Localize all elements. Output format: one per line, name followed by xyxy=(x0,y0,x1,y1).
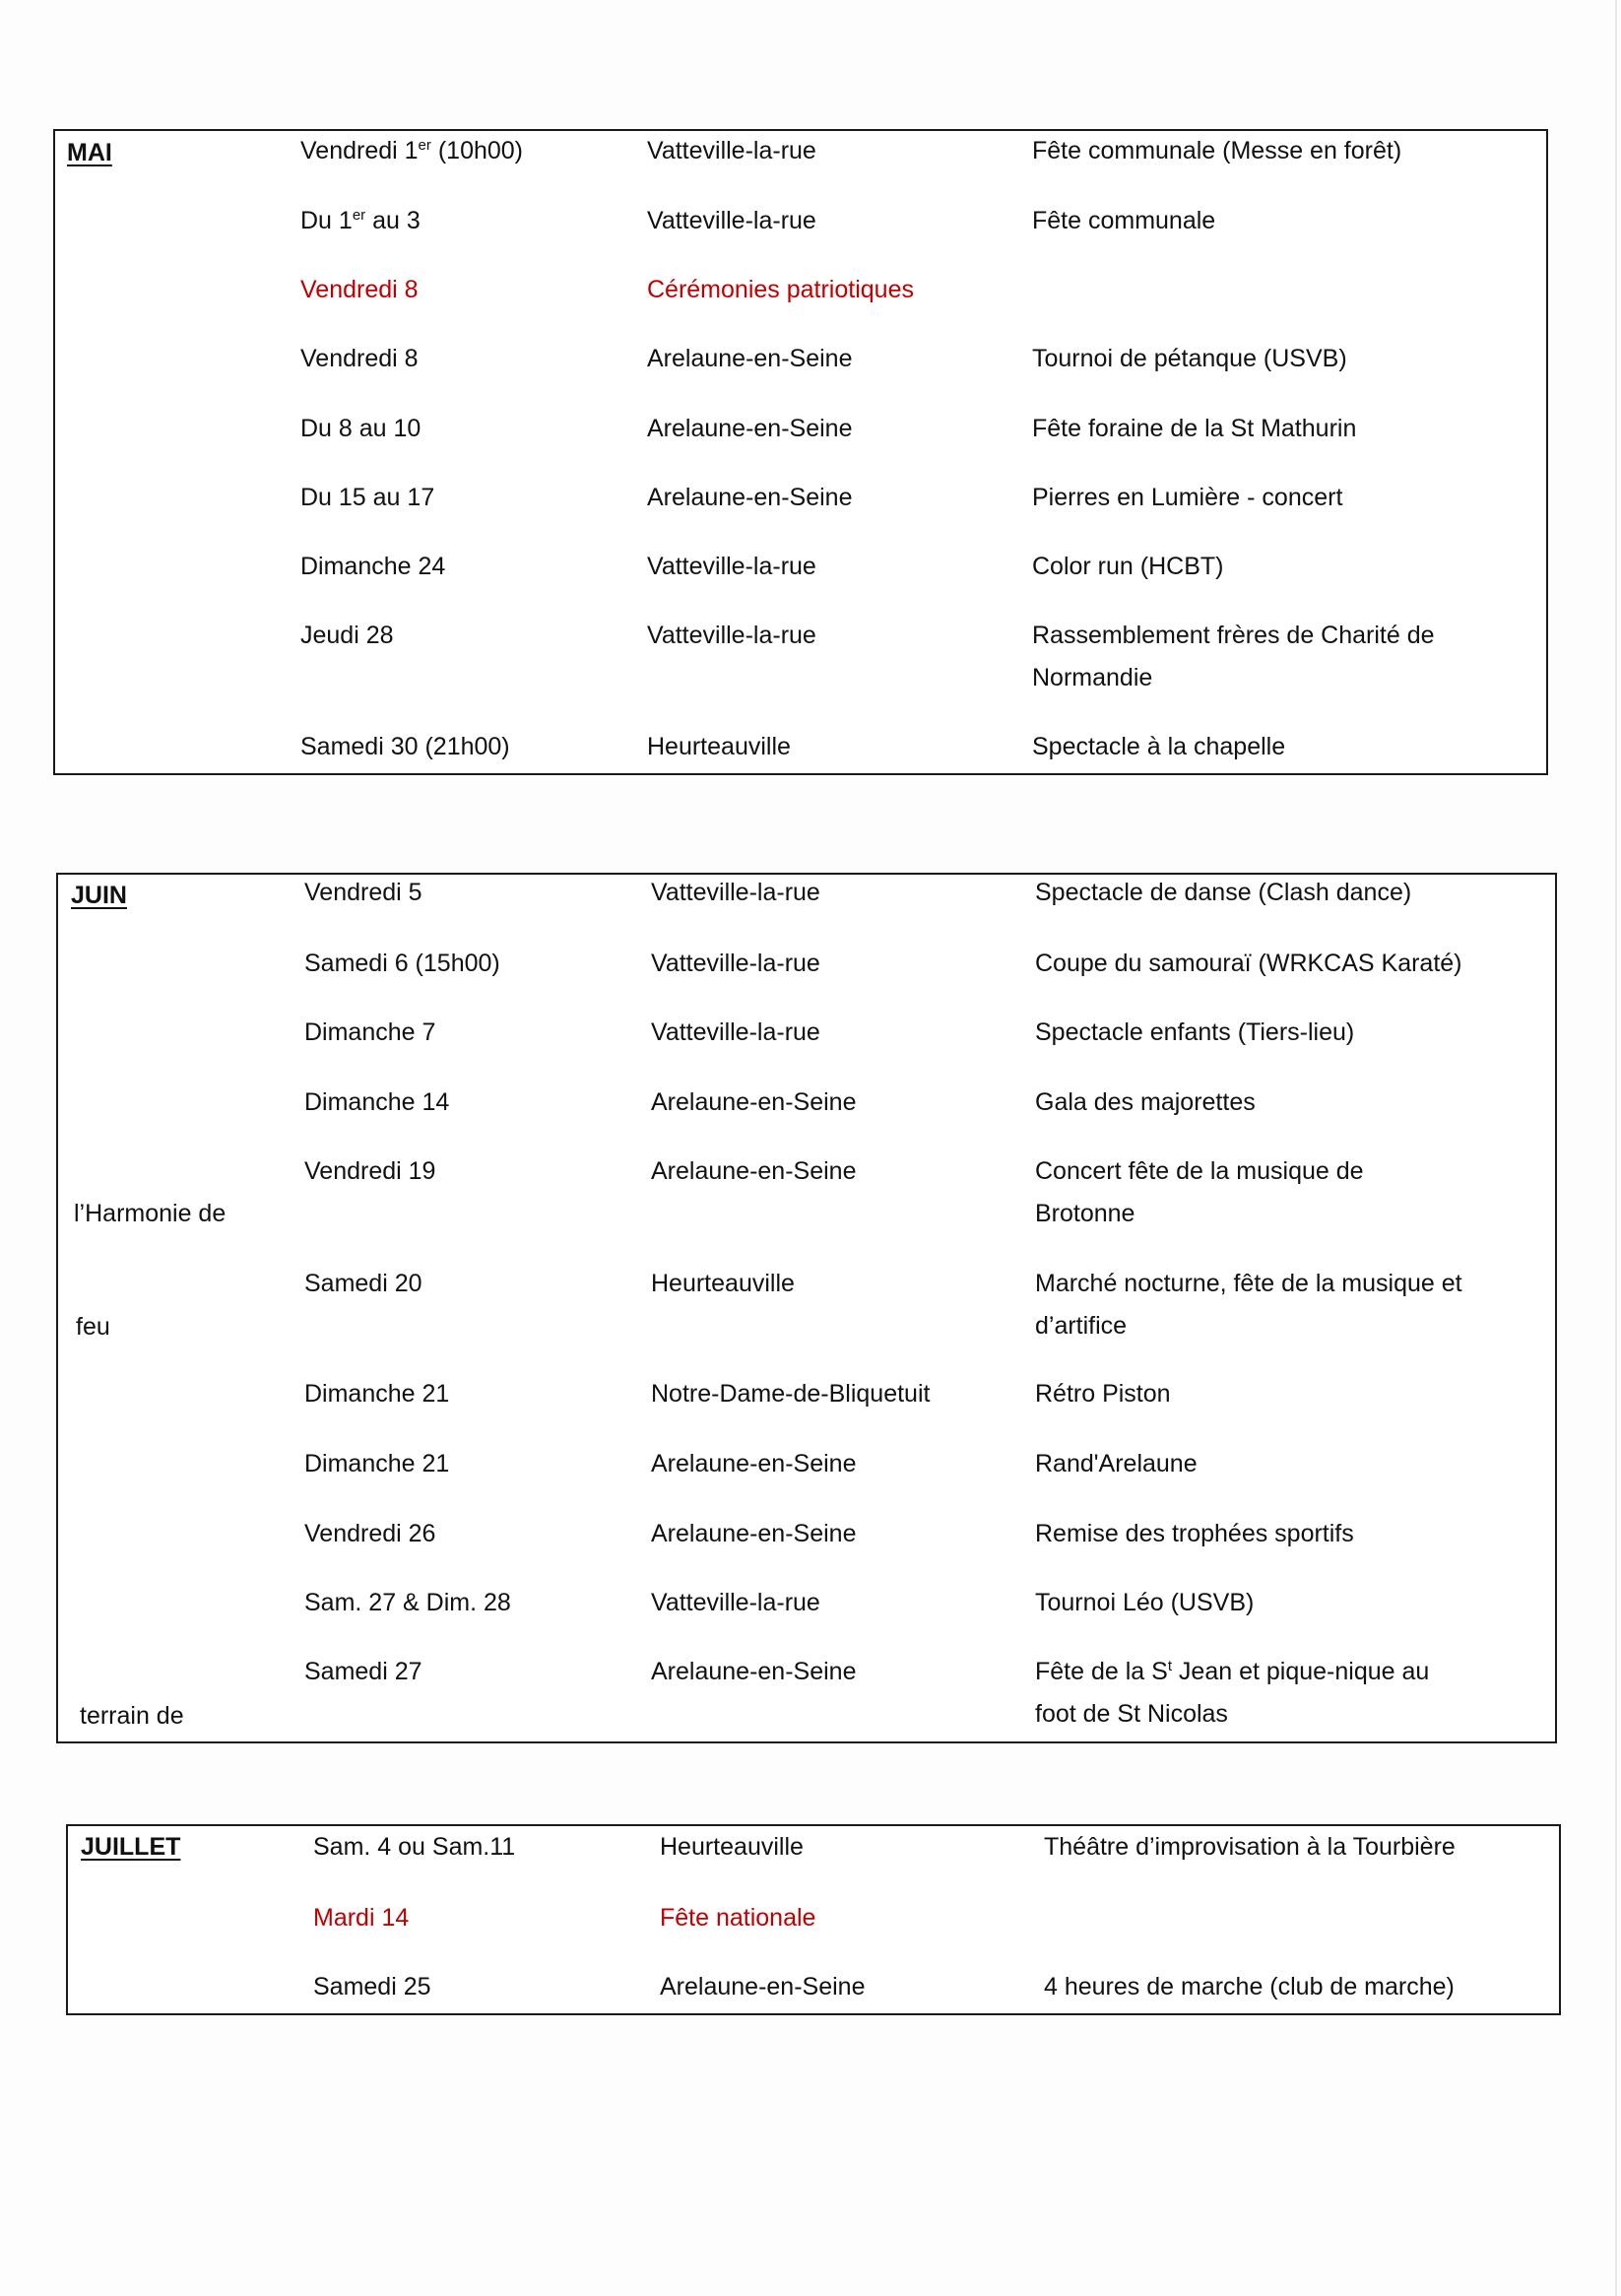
superscript: t xyxy=(1167,1658,1172,1674)
event-date: Samedi 30 (21h00) xyxy=(300,733,510,760)
event-date: Mardi 14 xyxy=(313,1904,410,1932)
event-title-highlight: Fête nationale xyxy=(660,1904,816,1932)
event-location: Arelaune-en-Seine xyxy=(651,1157,857,1185)
event-location: Heurteauville xyxy=(660,1833,804,1861)
event-date: Vendredi 19 xyxy=(304,1157,436,1185)
event-date: Dimanche 21 xyxy=(304,1380,450,1408)
event-location: Vatteville-la-rue xyxy=(647,553,816,580)
month-label-juin: JUIN xyxy=(71,882,127,909)
event-date: Samedi 27 xyxy=(304,1658,422,1685)
event-description: Concert fête de la musique de xyxy=(1035,1157,1364,1185)
event-description: Pierres en Lumière - concert xyxy=(1032,484,1343,511)
event-location: Arelaune-en-Seine xyxy=(647,484,853,511)
event-date: Dimanche 7 xyxy=(304,1018,436,1046)
overflow-fragment: feu xyxy=(76,1313,110,1341)
event-description: Fête communale (Messe en forêt) xyxy=(1032,137,1402,164)
event-title-highlight: Cérémonies patriotiques xyxy=(647,276,914,303)
month-label-juillet: JUILLET xyxy=(81,1833,181,1861)
event-description: d’artifice xyxy=(1035,1312,1128,1340)
superscript: er xyxy=(352,207,366,224)
event-date: Du 1er au 3 xyxy=(300,207,421,234)
event-description: Tournoi de pétanque (USVB) xyxy=(1032,345,1347,372)
event-description: Spectacle de danse (Clash dance) xyxy=(1035,879,1412,906)
event-date: Vendredi 1er (10h00) xyxy=(300,137,524,164)
event-date: Samedi 6 (15h00) xyxy=(304,950,500,977)
event-description: Rétro Piston xyxy=(1035,1380,1171,1408)
event-location: Arelaune-en-Seine xyxy=(651,1658,857,1685)
event-location: Arelaune-en-Seine xyxy=(651,1520,857,1547)
event-description: Spectacle enfants (Tiers-lieu) xyxy=(1035,1018,1355,1046)
event-description: Marché nocturne, fête de la musique et xyxy=(1035,1270,1462,1297)
superscript: er xyxy=(418,137,431,154)
event-date: Dimanche 21 xyxy=(304,1450,450,1477)
event-location: Vatteville-la-rue xyxy=(647,137,816,164)
event-date: Vendredi 5 xyxy=(304,879,422,906)
event-date: Samedi 20 xyxy=(304,1270,422,1297)
event-location: Arelaune-en-Seine xyxy=(651,1450,857,1477)
event-date: Du 15 au 17 xyxy=(300,484,435,511)
event-location: Notre-Dame-de-Bliquetuit xyxy=(651,1380,931,1408)
event-location: Arelaune-en-Seine xyxy=(660,1973,866,2001)
event-location: Vatteville-la-rue xyxy=(647,622,816,649)
event-description: Color run (HCBT) xyxy=(1032,553,1224,580)
scan-edge-line xyxy=(1615,0,1617,2296)
event-description: Coupe du samouraï (WRKCAS Karaté) xyxy=(1035,950,1462,977)
event-description: 4 heures de marche (club de marche) xyxy=(1044,1973,1455,2001)
event-location: Arelaune-en-Seine xyxy=(651,1088,857,1116)
event-location: Vatteville-la-rue xyxy=(651,950,820,977)
event-description: Fête communale xyxy=(1032,207,1216,234)
event-location: Vatteville-la-rue xyxy=(651,879,820,906)
event-date: Jeudi 28 xyxy=(300,622,394,649)
event-description: Fête foraine de la St Mathurin xyxy=(1032,415,1357,442)
event-location: Vatteville-la-rue xyxy=(651,1589,820,1616)
event-description: Gala des majorettes xyxy=(1035,1088,1256,1116)
event-date: Sam. 27 & Dim. 28 xyxy=(304,1589,511,1616)
event-location: Vatteville-la-rue xyxy=(651,1018,820,1046)
event-date: Samedi 25 xyxy=(313,1973,431,2001)
event-date: Du 8 au 10 xyxy=(300,415,421,442)
event-description: Normandie xyxy=(1032,664,1153,691)
event-location: Heurteauville xyxy=(651,1270,795,1297)
event-location: Heurteauville xyxy=(647,733,791,760)
event-description: Remise des trophées sportifs xyxy=(1035,1520,1354,1547)
event-date: Vendredi 26 xyxy=(304,1520,436,1547)
event-description: Spectacle à la chapelle xyxy=(1032,733,1286,760)
event-description: Rassemblement frères de Charité de xyxy=(1032,622,1435,649)
event-date: Sam. 4 ou Sam.11 xyxy=(313,1833,516,1861)
overflow-fragment: l’Harmonie de xyxy=(74,1200,227,1227)
overflow-fragment: terrain de xyxy=(80,1702,184,1730)
month-label-mai: MAI xyxy=(67,139,112,166)
event-description: foot de St Nicolas xyxy=(1035,1700,1228,1728)
event-description: Fête de la $S^t$ Jean et pique-nique au xyxy=(1035,1658,1430,1685)
event-location: Vatteville-la-rue xyxy=(647,207,816,234)
event-date: Dimanche 14 xyxy=(304,1088,450,1116)
event-description: Théâtre d’improvisation à la Tourbière xyxy=(1044,1833,1456,1861)
event-location: Arelaune-en-Seine xyxy=(647,345,853,372)
event-location: Arelaune-en-Seine xyxy=(647,415,853,442)
event-date: Vendredi 8 xyxy=(300,345,419,372)
event-description: Tournoi Léo (USVB) xyxy=(1035,1589,1255,1616)
event-description: Brotonne xyxy=(1035,1200,1135,1227)
event-date: Dimanche 24 xyxy=(300,553,446,580)
event-date: Vendredi 8 xyxy=(300,276,419,303)
event-description: Rand'Arelaune xyxy=(1035,1450,1198,1477)
